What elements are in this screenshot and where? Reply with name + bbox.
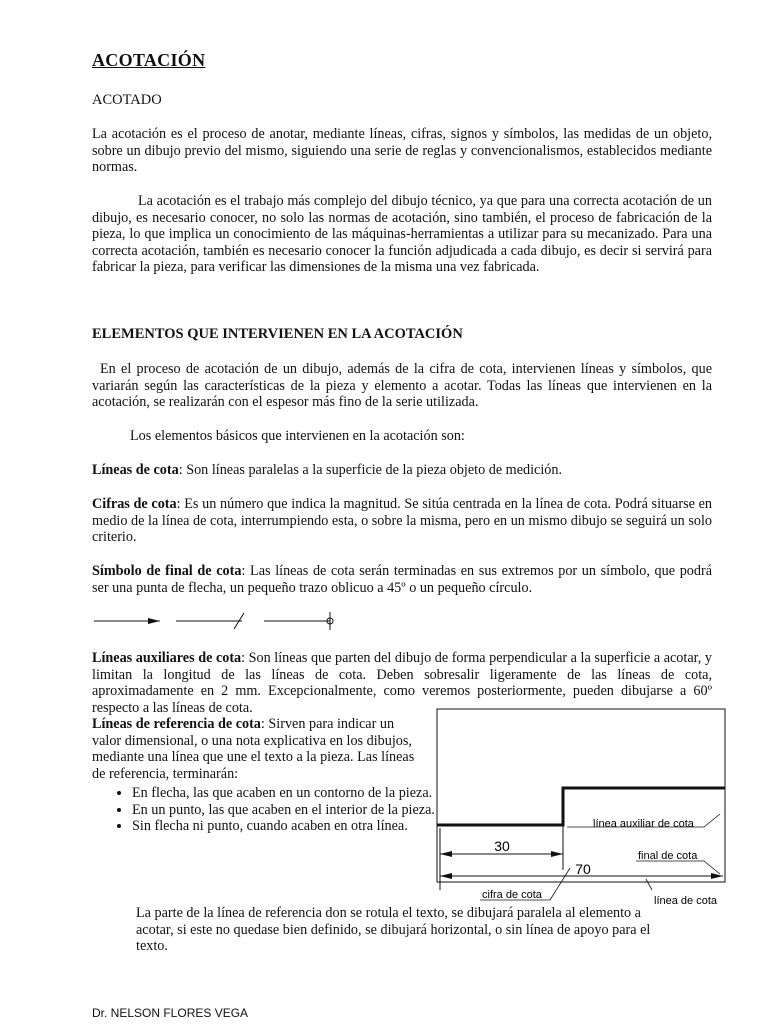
page-title: ACOTACIÓN: [92, 50, 206, 70]
dimensioning-figure: [436, 708, 728, 920]
section-heading: ELEMENTOS QUE INTERVIENEN EN LA ACOTACIÓN: [92, 326, 463, 342]
definition-lineas-auxiliares: [92, 650, 712, 716]
paragraph-basic-elements: Los elementos básicos que intervienen en la acotación son:: [130, 428, 465, 444]
def-cifras-cota: : Es un número que indica la magnitud. Se sitúa centrada en la línea de cota. Podrá situarse en medio de la línea de cota, interrumpiendo esta, o sobre la misma, pero en un mismo dibujo se seguirá un solo criterio.: [92, 496, 712, 546]
definition-cifras-cota: [92, 496, 712, 546]
label-linea-auxiliar: línea auxiliar de cota: [593, 818, 694, 830]
term-lineas-auxiliares: Líneas auxiliares de cota: [92, 650, 242, 666]
definition-lineas-cota: [92, 462, 712, 479]
dimension-value-30: 30: [494, 838, 510, 854]
list-item: • Sin flecha ni punto, cuando acaben en otra línea.: [132, 818, 452, 835]
term-cifras-cota: Cifras de cota: [92, 496, 177, 512]
label-final-cota: final de cota: [638, 850, 698, 862]
term-simbolo-final: Símbolo de final de cota: [92, 563, 242, 579]
def-lineas-auxiliares: : Son líneas que parten del dibujo de forma perpendicular a la superficie a acotar, y limitan la longitud de las líneas de cota. Deben sobresalir ligeramente de las líneas de cota, aproximadamente en 2 mm. Excepcionalmente, como veremos posteriormente, pueden dibujarse a 60º respecto a las líneas de cota.: [92, 650, 712, 716]
reference-line-endings-list: [112, 785, 452, 835]
paragraph-reference-text: La parte de la línea de referencia don se rotula el texto, se dibujará paralela al elemento a acotar, si este no quedase bien definido, se dibujará horizontal, o sin línea de apoyo para el texto.: [136, 905, 651, 955]
list-item: • En flecha, las que acaben en un contorno de la pieza.: [132, 785, 452, 802]
definition-lineas-referencia: [92, 716, 425, 782]
circle-end-symbol: [264, 612, 333, 630]
definition-simbolo-final: [92, 563, 712, 596]
dimension-value-70: 70: [575, 861, 591, 877]
list-item: • En un punto, las que acaben en el interior de la pieza.: [132, 802, 452, 819]
paragraph-elements: En el proceso de acotación de un dibujo, además de la cifra de cota, intervienen líneas y símbolos, que variarán según las características de la pieza y elemento a acotar. Todas las líneas que intervienen en la acotación, se realizarán con el espesor más fino de la serie utilizada.: [92, 361, 712, 411]
term-lineas-cota: Líneas de cota: [92, 462, 179, 478]
arrow-end-symbol: [94, 618, 160, 624]
term-lineas-referencia: Líneas de referencia de cota: [92, 716, 261, 732]
def-lineas-cota: : Son líneas paralelas a la superficie de la pieza objeto de medición.: [178, 462, 563, 478]
def-lineas-referencia: : Sirven para indicar un valor dimensional, o una nota explicativa en los dibujos, mediante una línea que une el texto a la pieza. Las líneas de referencia, terminarán:: [92, 716, 415, 782]
label-linea-cota: línea de cota: [654, 895, 717, 907]
end-symbols-figure: [90, 608, 350, 634]
paragraph-intro: La acotación es el proceso de anotar, mediante líneas, cifras, signos y símbolos, las medidas de un objeto, sobre un dibujo previo del mismo, siguiendo una serie de reglas y convencionalismos, establecidos mediante normas.: [92, 126, 712, 176]
oblique-end-symbol: [176, 613, 244, 629]
label-cifra-cota: cifra de cota: [482, 889, 542, 901]
section-subtitle: ACOTADO: [92, 92, 162, 108]
paragraph-complexity: La acotación es el trabajo más complejo del dibujo técnico, ya que para una correcta acotación de un dibujo, es necesario conocer, no solo las normas de acotación, sino también, el proceso de fabricación de la pieza, lo que implica un conocimiento de las máquinas-herramientas a utilizar para su mecanizado. Para una correcta acotación, también es necesario conocer la función adjudicada a cada dibujo, es decir si servirá para fabricar la pieza, para verificar las dimensiones de la misma una vez fabricada.: [92, 193, 712, 276]
def-simbolo-final: : Las líneas de cota serán terminadas en sus extremos por un símbolo, que podrá ser una punta de flecha, un pequeño trazo oblicuo a 45º o un pequeño círculo.: [92, 563, 712, 596]
footer-author: Dr. NELSON FLORES VEGA: [92, 1006, 249, 1020]
